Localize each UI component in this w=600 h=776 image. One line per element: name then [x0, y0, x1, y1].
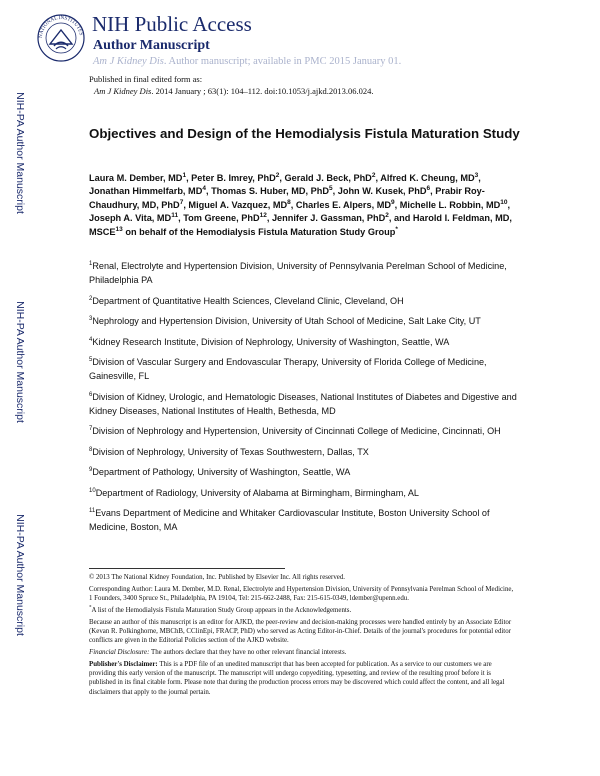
- group-note-text: A list of the Hemodialysis Fistula Maturation Study Group appears in the Acknowledgements.: [91, 606, 352, 614]
- study-group: on behalf of the Hemodialysis Fistula Maturation Study Group: [125, 226, 396, 237]
- citation-line: [94, 86, 373, 96]
- affiliation-number: 7: [89, 425, 93, 432]
- affiliation-number: 11: [89, 507, 96, 514]
- affiliation-text: Evans Department of Medicine and Whitaker Cardiovascular Institute, Boston University School of Medicine, Boston, MA: [89, 508, 490, 532]
- author-separator: ,: [290, 199, 296, 210]
- nih-logo-icon: [36, 8, 86, 66]
- affiliation-item: [89, 355, 519, 383]
- financial-disclosure: [89, 648, 517, 657]
- author-affiliation-sup: 12: [259, 212, 267, 220]
- author-affiliation-sup: 6: [426, 185, 431, 193]
- affiliation-text: Department of Quantitative Health Sciences, Cleveland Clinic, Cleveland, OH: [92, 295, 404, 306]
- publisher-disclaimer: [89, 660, 517, 697]
- author-separator: ,: [430, 186, 436, 197]
- editor-note: Because an author of this manuscript is an editor for AJKD, the peer-review and decision-making processes were handled entirely by an Associate Editor (Kevan R. Polkinghorne, MBChB, CClinEpi, FRACP, PhD) who served as Acting Editor-in-Chief. Details of the journal's procedures for potential editor conflicts are given in the Editorial Policies section of the AJKD website.: [89, 618, 512, 645]
- affiliation-number: 2: [89, 295, 93, 302]
- author-affiliation-sup: 11: [171, 212, 179, 220]
- affiliation-text: Kidney Research Institute, Division of Nephrology, University of Washington, Seattle, WA: [92, 336, 450, 347]
- affiliation-item: [89, 445, 519, 459]
- header-subtitle: Author Manuscript: [93, 38, 210, 53]
- author-separator: ,: [279, 173, 285, 183]
- author-affiliation-sup: 1: [182, 171, 187, 179]
- logo-text: NATIONAL INSTITUTES: [37, 14, 84, 39]
- financial-disclosure-label: Financial Disclosure:: [89, 649, 150, 657]
- affiliation-number: 9: [89, 466, 93, 473]
- author-separator: ,: [478, 173, 481, 183]
- author-name: Prabir Roy-Chaudhury, MD, PhD: [89, 186, 485, 210]
- author-separator: ,: [183, 199, 189, 210]
- author-name: Thomas S. Huber, MD, PhD: [211, 186, 329, 197]
- affiliation-text: Department of Pathology, University of Washington, Seattle, WA: [92, 467, 351, 477]
- published-in-label: Published in final edited form as:: [89, 74, 203, 84]
- author-separator: ,: [266, 213, 272, 224]
- copyright-note: © 2013 The National Kidney Foundation, Inc. Published by Elsevier Inc. All rights reserved.: [89, 574, 345, 581]
- author-name: Peter B. Imrey, PhD: [191, 173, 276, 183]
- affiliation-item: [89, 390, 519, 418]
- side-watermark-bottom: NIH-PA Author Manuscript: [14, 514, 26, 636]
- author-name: Harold I. Feldman, MD, MSCE: [89, 213, 512, 237]
- author-affiliation-sup: 2: [371, 171, 376, 179]
- author-affiliation-sup: 9: [391, 198, 395, 206]
- author-separator: ,: [394, 199, 400, 210]
- author-name: John W. Kusek, PhD: [337, 186, 427, 197]
- affiliation-number: 4: [89, 336, 93, 343]
- citation-details: . 2014 January ; 63(1): 104–112. doi:10.1053/j.ajkd.2013.06.024.: [151, 86, 374, 96]
- author-separator: ,: [186, 173, 192, 183]
- footnote-divider: [89, 568, 285, 569]
- group-note-marker: *: [89, 605, 92, 611]
- author-separator: ,: [332, 186, 338, 197]
- affiliation-text: Division of Nephrology, University of Texas Southwestern, Dallas, TX: [92, 446, 369, 457]
- author-name: Charles E. Alpers, MD: [295, 199, 391, 210]
- affiliation-number: 5: [89, 356, 93, 363]
- author-name: Michelle L. Robbin, MD: [399, 199, 501, 210]
- author-name: Miguel A. Vazquez, MD: [188, 199, 288, 210]
- study-group-marker: *: [395, 225, 398, 233]
- affiliation-item: [89, 259, 519, 287]
- author-separator: ,: [178, 213, 184, 224]
- article-title: Objectives and Design of the Hemodialysis Fistula Maturation Study: [89, 126, 520, 141]
- author-separator: ,: [507, 199, 511, 210]
- author-name: Jonathan Himmelfarb, MD: [89, 186, 203, 197]
- affiliation-number: 3: [89, 315, 93, 322]
- author-affiliation-sup: 13: [115, 225, 123, 233]
- author-affiliation-sup: 4: [202, 185, 206, 193]
- author-affiliation-sup: 7: [179, 198, 184, 206]
- affiliation-number: 8: [89, 446, 93, 453]
- author-name: Laura M. Dember, MD: [89, 173, 183, 183]
- affiliation-number: 10: [89, 487, 96, 494]
- side-watermark-top: NIH-PA Author Manuscript: [14, 92, 26, 214]
- affiliation-item: [89, 314, 519, 328]
- author-name: Joseph A. Vita, MD: [89, 213, 172, 224]
- financial-disclosure-text: The authors declare that they have no other relevant financial interests.: [149, 649, 347, 657]
- author-separator: ,: [205, 186, 212, 197]
- header-journal-line: [93, 56, 401, 67]
- group-note: [89, 606, 517, 615]
- publisher-disclaimer-text: This is a PDF file of an unedited manuscript that has been accepted for publication. As a service to our customers we are providing this early version of the manuscript. The manuscript will undergo copyediting, typesetting, and review of the resulting proof before it is published in its final citable form. Please note that during the production process errors may be discovered which could affect the content, and all legal disclaimers that apply to the journal pertain.: [89, 660, 505, 696]
- affiliation-item: [89, 486, 519, 500]
- affiliation-number: 6: [89, 391, 93, 398]
- affiliation-item: [89, 465, 519, 479]
- affiliation-text: Division of Kidney, Urologic, and Hematologic Diseases, National Institutes of Diabetes and Digestive and Kidney Diseases, National Institutes of Health, Bethesda, MD: [89, 391, 517, 416]
- affiliation-item: [89, 506, 519, 534]
- author-name: Tom Greene, PhD: [183, 213, 260, 224]
- header-title: NIH Public Access: [92, 12, 252, 36]
- affiliation-number: 1: [89, 260, 93, 267]
- corresponding-author-note: Corresponding Author: Laura M. Dember, M.D. Renal, Electrolyte and Hypertension Division, University of Pennsylvania Perelman School of Medicine, 1 Founders, 3400 Spruce St., Philadelphia, PA 19104, Tel: 215-662-2488, Fax: 215-615-0349, ldember@upenn.edu.: [89, 585, 514, 603]
- author-name: Alfred K. Cheung, MD: [380, 173, 475, 183]
- author-name: Jennifer J. Gassman, PhD: [271, 213, 386, 224]
- header-availability: . Author manuscript; available in PMC 2015 January 01.: [163, 56, 402, 67]
- publisher-disclaimer-label: Publisher's Disclaimer:: [89, 660, 158, 668]
- footnotes: [89, 573, 517, 700]
- affiliation-text: Division of Nephrology and Hypertension, University of Cincinnati College of Medicine, Cincinnati, OH: [92, 426, 501, 436]
- affiliation-item: [89, 294, 519, 308]
- author-affiliation-sup: 5: [328, 185, 333, 193]
- author-list: [89, 172, 515, 239]
- author-separator: ,: [375, 173, 381, 183]
- author-separator: , and: [388, 213, 413, 224]
- citation-journal: Am J Kidney Dis: [94, 86, 152, 96]
- author-affiliation-sup: 3: [474, 171, 479, 179]
- affiliation-item: [89, 335, 519, 349]
- header-journal-name: Am J Kidney Dis: [93, 56, 164, 67]
- affiliation-text: Renal, Electrolyte and Hypertension Division, University of Pennsylvania Perelman School of Medicine, Philadelphia PA: [89, 261, 507, 285]
- affiliation-text: Division of Vascular Surgery and Endovascular Therapy, University of Florida College of Medicine, Gainesville, FL: [89, 357, 487, 381]
- author-affiliation-sup: 2: [275, 171, 280, 179]
- affiliation-item: [89, 424, 519, 438]
- author-affiliation-sup: 2: [385, 212, 389, 220]
- author-affiliation-sup: 10: [500, 198, 508, 206]
- affiliation-text: Department of Radiology, University of Alabama at Birmingham, Birmingham, AL: [95, 487, 419, 498]
- author-name: Gerald J. Beck, PhD: [284, 173, 372, 183]
- affiliation-text: Nephrology and Hypertension Division, University of Utah School of Medicine, Salt Lake City, UT: [92, 316, 481, 326]
- side-watermark-middle: NIH-PA Author Manuscript: [14, 301, 26, 423]
- author-affiliation-sup: 8: [287, 198, 291, 206]
- affiliation-list: [89, 259, 519, 541]
